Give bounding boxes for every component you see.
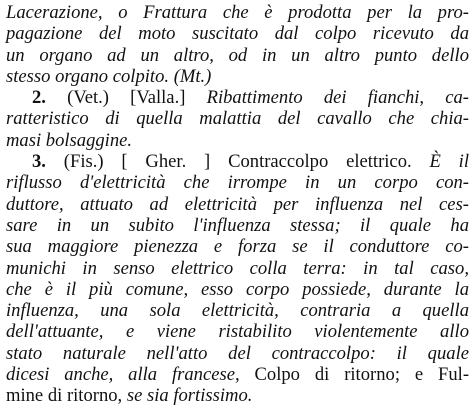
sense-number: 3.: [32, 151, 46, 173]
text-line: duttore, attuato ad elettricità per influenza nel ces-: [6, 193, 469, 215]
punctuation-text: ; e: [394, 364, 424, 386]
sense-number: 2.: [32, 87, 46, 109]
paragraph-1: [6, 2, 469, 87]
sense-tag: (Vet.) [Valla.]: [67, 87, 186, 109]
text-line: Lacerazione, o Frattura che è prodotta per la pro-: [6, 2, 469, 23]
paragraph-2: [6, 87, 469, 151]
text-line: sua maggiore pienezza e forza se il conduttore co-: [6, 236, 469, 258]
dictionary-page: [6, 2, 469, 407]
text-line: sare in un subito l'influenza stessa; il quale ha: [6, 214, 469, 236]
text-line: influenza, una sola elettricità, contraria a quella: [6, 300, 469, 322]
definition-text: se sia fortissimo.: [126, 385, 253, 407]
definition-text: Ribattimento dei fianchi, ca-: [206, 87, 469, 109]
text-line: munichi in senso elettrico colla terra: in tal caso,: [6, 257, 469, 279]
text-line: masi bolsaggine.: [6, 129, 133, 151]
text-line: stesso organo colpito. (Mt.): [6, 65, 212, 87]
text-line: dell'attuante, e viene ristabilito violentemente allo: [6, 321, 469, 343]
text-line: un organo ad un altro, od in un altro punto dello: [6, 44, 469, 66]
text-line: [6, 364, 469, 385]
text-line: [6, 151, 469, 172]
paragraph-3: [6, 151, 469, 407]
text-line: [6, 385, 469, 406]
sense-tag: (Fis.) [ Gher. ] Contraccolpo elettrico.: [63, 151, 412, 173]
definition-text: È il: [429, 151, 470, 173]
term-text: Colpo di ritorno: [254, 364, 395, 386]
text-line: [6, 87, 469, 108]
term-text: mine di ritorno,: [6, 385, 123, 407]
text-line: riflusso d'elettricità che irrompe in un corpo con-: [6, 172, 469, 194]
text-line: pagazione del moto suscitato dal colpo ricevuto da: [6, 23, 469, 45]
text-line: stato naturale nell'atto del contraccolpo: il quale: [6, 342, 469, 364]
text-line: ratteristico di quella malattia del cavallo che chia-: [6, 108, 469, 130]
definition-text: dicesi anche, alla francese,: [6, 364, 240, 386]
term-text: Ful-: [438, 364, 470, 386]
text-line: che è il più comune, esso corpo possiede, durante la: [6, 278, 469, 300]
